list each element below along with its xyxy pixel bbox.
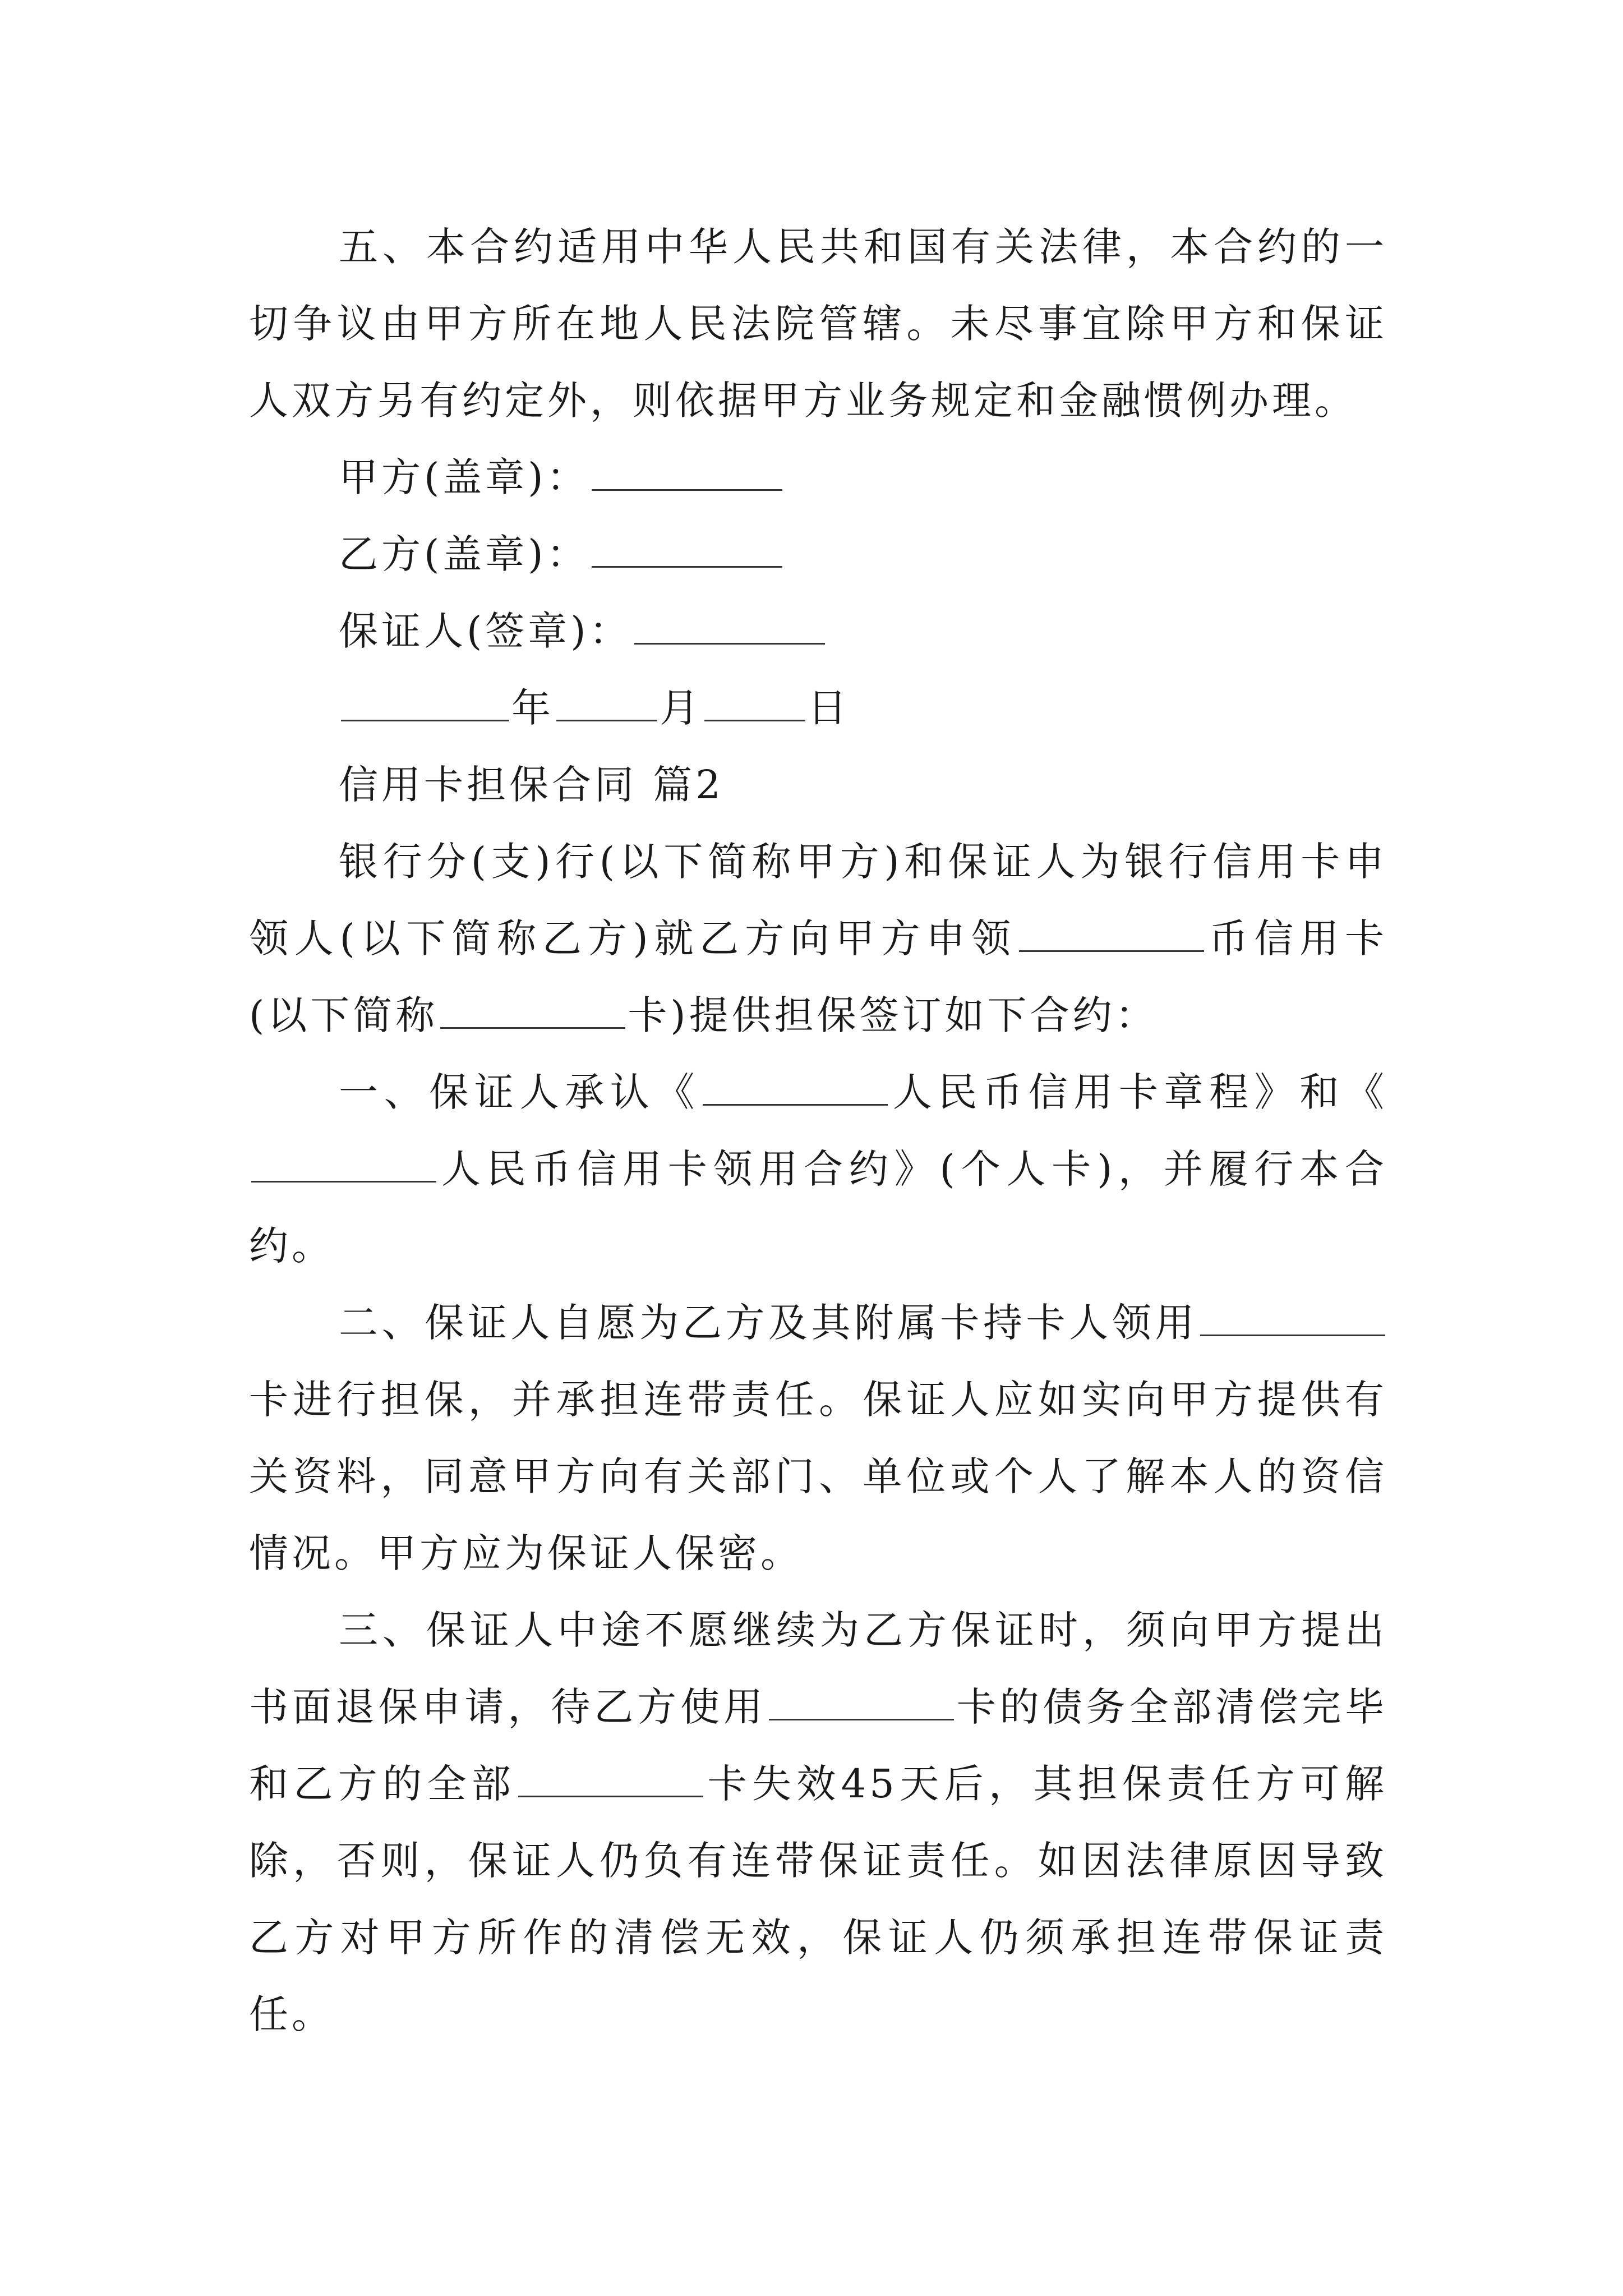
signature-party-a-label: 甲方(盖章)： [339,454,589,500]
clause-five [249,209,1387,439]
clause-three-text-2: 卡的债务全部清偿完毕和乙方的全部 [249,1684,1388,1807]
document-body [249,209,1387,2053]
clause-five-text: 五、本合约适用中华人民共和国有关法律，本合约的一切争议由甲方所在地人民法院管辖。未尽事宜除甲方和保证人双方另有约定外，则依据甲方业务规定和金融惯例办理。 [249,224,1387,424]
currency-blank [1019,911,1204,952]
signature-party-b-blank [592,527,782,568]
charter-blank [703,1065,888,1106]
signature-party-a [249,439,1387,516]
clause-two-text-2: 卡进行担保，并承担连带责任。保证人应如实向甲方提供有关资料，同意甲方向有关部门、单位或个人了解本人的资信情况。甲方应为保证人保密。 [249,1377,1387,1576]
signature-guarantor-blank [634,604,825,645]
clause-three-text-3: 卡失效45天后，其担保责任方可解除，否则，保证人仍负有连带保证责任。如因法律原因导致乙方对甲方所作的清偿无效，保证人仍须承担连带保证责任。 [249,1761,1387,2037]
intro-paragraph [249,823,1387,1054]
signature-party-b-label: 乙方(盖章)： [339,531,589,577]
clause-one-text-3: 人民币信用卡领用合约》(个人卡)，并履行本合约。 [249,1146,1387,1269]
date-day-blank [704,680,805,721]
signature-date [249,670,1387,747]
clause-one [249,1054,1387,1285]
agreement-blank [251,1142,436,1182]
intro-text-3: 卡)提供担保签订如下合约： [628,992,1158,1038]
section-title [249,747,1387,823]
clause-two-text-1: 二、保证人自愿为乙方及其附属卡持卡人领用 [339,1300,1198,1346]
date-year-blank [341,680,509,721]
card-use-blank [1200,1295,1385,1336]
card-debt-blank [769,1680,954,1720]
date-month-blank [556,680,657,721]
section-title-text: 信用卡担保合同 篇2 [339,762,724,808]
signature-party-a-blank [592,450,782,491]
intro-text-2: 币信用卡(以下简称 [249,915,1388,1038]
date-year-label: 年 [511,685,554,731]
clause-three [249,1592,1387,2053]
clause-one-text-1: 一、保证人承认《 [339,1069,701,1115]
signature-guarantor-label: 保证人(签章)： [339,608,632,654]
signature-party-b [249,516,1387,593]
intro-text-1: 银行分(支)行(以下简称甲方)和保证人为银行信用卡申领人(以下简称乙方)就乙方向甲方申领 [249,839,1387,961]
clause-two [249,1285,1387,1592]
date-month-label: 月 [660,685,702,731]
card-expiry-blank [518,1756,703,1797]
clause-one-text-2: 人民币信用卡章程》和《 [890,1069,1388,1115]
card-name-blank [440,988,625,1029]
date-day-label: 日 [808,685,850,731]
clause-three-text-1: 三、保证人中途不愿继续为乙方保证时，须向甲方提出书面退保申请，待乙方使用 [249,1607,1387,1730]
signature-guarantor [249,593,1387,670]
